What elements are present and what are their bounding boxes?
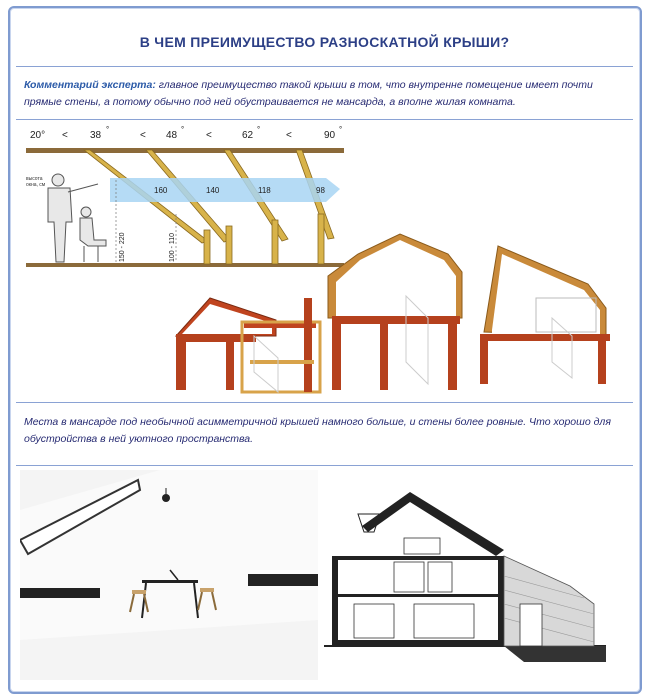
arrow-value: 98 [316,186,325,195]
window-label: высота [26,176,43,182]
comment-text: главное преимущество такой крыши в том, что внутренне помещение имеет почти прямые стены, а потому обычно под ней обустраивается не мансарда, а вполне жилая комната. [24,79,593,108]
height-label: 100 - 110 [169,232,176,262]
window-label: окна, см [26,182,46,188]
wall-stripe [20,588,100,598]
angle-label: 90 [324,130,336,141]
angle-degree: ° [257,125,261,134]
pendant-lamp [162,494,170,502]
angle-sign: < [140,130,146,141]
arrow-value: 140 [206,186,220,195]
height-label: 150 - 220 [119,232,126,262]
page-title: В ЧЕМ ПРЕИМУЩЕСТВО РАЗНОСКАТНОЙ КРЫШИ? [139,34,510,50]
table [142,580,198,583]
wall-stripe [248,574,318,586]
angle-sign: < [206,130,212,141]
expert-comment [24,77,625,111]
arrow-value: 118 [258,186,271,195]
arrow-value: 160 [154,186,168,195]
angle-degree: ° [181,125,185,134]
comment-lead: Комментарий эксперта: [24,79,156,91]
house-section [176,298,320,392]
post [226,226,232,264]
angle-degree: ° [339,125,343,134]
angle-label: 62 [242,130,254,141]
angle-sign: < [62,130,68,141]
house-cross-section [324,486,606,666]
angle-sign: < [286,130,292,141]
divider [16,402,633,403]
angle-label: 48 [166,130,178,141]
divider [16,465,633,466]
house-section [480,246,610,384]
angle-degree: ° [106,125,110,134]
angle-label: 20° [30,130,46,141]
post [272,220,278,264]
post [204,230,210,264]
divider [16,119,633,120]
floor-beam [26,263,344,267]
attic-note: Места в мансарде под необычной асимметричной крышей намного больше, и стены более ровные. Что хорошо для обустройства в ней уютного пространства. [24,416,611,445]
divider [16,66,633,67]
window-height-arrow [110,178,340,202]
attic-photo [20,470,318,680]
seated-figure [80,207,106,262]
angle-label: 38 [90,130,102,141]
house-section [328,234,462,390]
roof-diagram [18,122,632,398]
post [318,214,324,264]
